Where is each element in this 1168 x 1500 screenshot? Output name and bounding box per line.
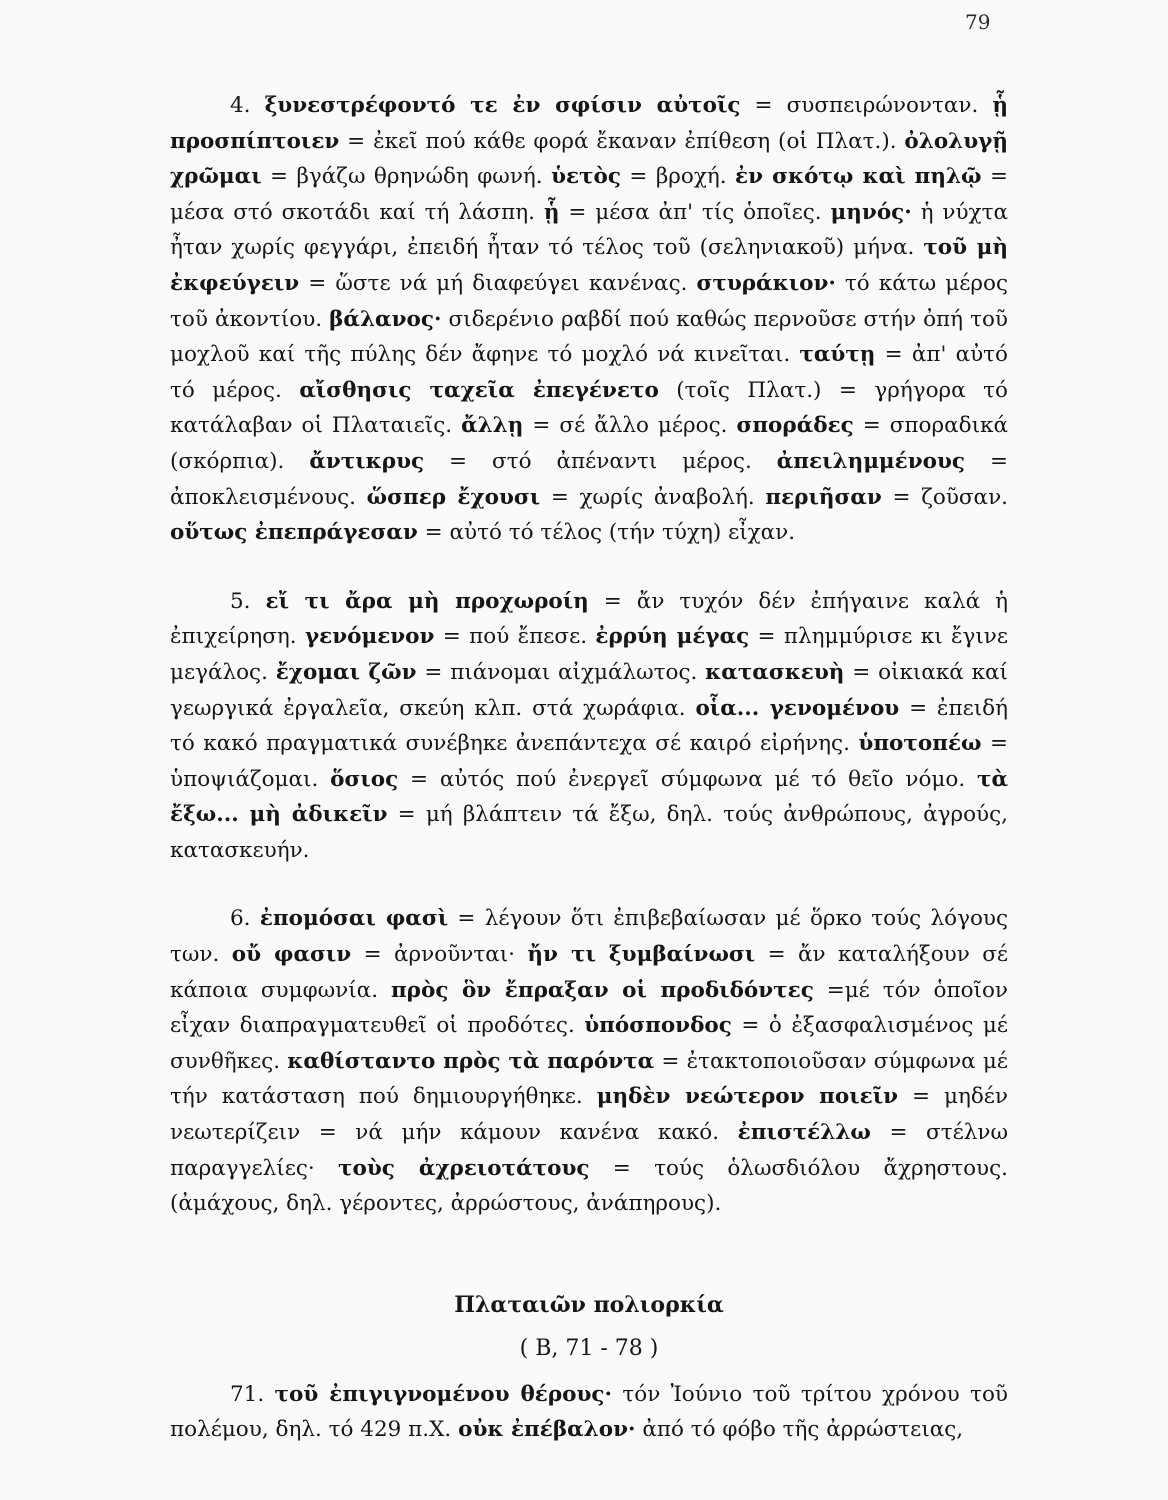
gloss-text: = μέσα ἀπ' τίς ὁποῖες. — [559, 199, 831, 225]
lemma-term: ἐν σκότῳ καὶ πηλῷ — [735, 164, 982, 190]
lemma-term: ἄλλῃ — [461, 413, 524, 439]
gloss-text: = μηδέν νεωτερίζειν = νά μήν κάμουν κανένα κακό. — [170, 1084, 1008, 1146]
gloss-text: = τούς ὁλωσδιόλου ἄχρηστους. (ἀμάχους, δηλ. γέροντες, ἀρρώστους, ἀνάπηρους). — [170, 1155, 1008, 1217]
lemma-term: ὑετὸς — [551, 164, 621, 190]
gloss-text: = στό ἀπέναντι μέρος. — [424, 448, 777, 474]
lemma-term: ἄντικρυς — [309, 448, 425, 474]
lemma-term: βάλανος· — [329, 306, 442, 332]
lemma-term: ὀλολυγῇ χρῶμαι — [170, 128, 1008, 190]
gloss-text: = ὁ ἐξασφαλισμένος μέ συνθῆκες. — [170, 1013, 1008, 1074]
lemma-term: μηνός· — [830, 199, 912, 225]
paragraph-5 — [170, 584, 1008, 869]
lemma-term: μηδὲν νεώτερον ποιεῖν — [596, 1084, 899, 1110]
lemma-term: ἔχομαι ζῶν — [275, 659, 417, 685]
gloss-text: τόν Ἰούνιο τοῦ τρίτου χρόνου τοῦ πολέμου, δηλ. τό 429 π.Χ. — [170, 1381, 1008, 1443]
gloss-text: = ἄν καταλήξουν σέ κάποια συμφωνία. — [170, 942, 1009, 1003]
lemma-term: ἀπειλημμένους — [776, 448, 966, 474]
gloss-text: = σποραδικά (σκόρπια). — [170, 413, 1008, 474]
gloss-text: = ἐπειδή τό κακό πραγματικά συνέβηκε ἀνεπάντεχα σέ καιρό εἰρήνης. — [170, 695, 1008, 757]
lemma-term: εἴ τι ἄρα μὴ προχωροίη — [265, 588, 589, 614]
lemma-term: οὐκ ἐπέβαλον· — [458, 1417, 636, 1443]
lemma-term: ὥσπερ ἔχουσι — [366, 484, 541, 510]
gloss-text: = ἀρνοῦνται· — [351, 942, 528, 968]
lemma-term: ἐπομόσαι φασὶ — [259, 906, 449, 932]
lemma-term: ἐρρύη μέγας — [595, 624, 750, 650]
gloss-text: = οἰκιακά καί γεωργικά ἐργαλεῖα, σκεύη κλπ. στά χωράφια. — [170, 659, 1008, 721]
lemma-term: αἴσθησις ταχεῖα ἐπεγένετο — [299, 377, 659, 403]
gloss-text: = πιάνομαι αἰχμάλωτος. — [416, 659, 706, 685]
lemma-term: γενόμενον — [304, 624, 435, 650]
page-number: 79 — [965, 10, 991, 34]
gloss-text: = μέσα στό σκοτάδι καί τή λάσπη. — [170, 164, 1008, 225]
lemma-term: τοῦ ἐπιγιγνομένου θέρους· — [274, 1381, 613, 1407]
lemma-term: ᾗ προσπίπτοιεν — [170, 93, 1008, 154]
gloss-text: = χωρίς ἀναβολή. — [540, 484, 766, 510]
lemma-term: κατασκευὴ — [705, 659, 845, 685]
gloss-text: = πού ἔπεσε. — [434, 624, 596, 650]
gloss-text: = ὑποψιάζομαι. — [170, 731, 1008, 792]
gloss-text: = μή βλάπτειν τά ἔξω, δηλ. τούς ἀνθρώπους, ἀγρούς, κατασκευήν. — [170, 802, 1008, 863]
gloss-text: σιδερένιο ραβδί πού καθώς περνοῦσε στήν ὀπή τοῦ μοχλοῦ καί τῆς πύλης δέν ἄφηνε τό μοχλό νά κινεῖται. — [170, 306, 1008, 368]
lemma-term: τοῦ μὴ ἐκφεύγειν — [170, 235, 1009, 296]
lemma-term: ταύτῃ — [799, 342, 876, 368]
lemma-term: ἐπιστέλλω — [737, 1120, 871, 1146]
gloss-text: ἡ νύχτα ἦταν χωρίς φεγγάρι, ἐπειδή ἦταν τό τέλος τοῦ (σεληνιακοῦ) μήνα. — [170, 199, 1008, 261]
gloss-text: = πλημμύρισε κι ἔγινε μεγάλος. — [170, 624, 1008, 685]
gloss-text: τό κάτω μέρος τοῦ ἀκοντίου. — [170, 270, 1008, 332]
lemma-term: οὔ φασιν — [231, 942, 352, 968]
lemma-term: οὕτως ἐπεπράγεσαν — [170, 520, 418, 546]
lemma-term: καθίσταντο πρὸς τὰ παρόντα — [287, 1048, 655, 1074]
lemma-term: σποράδες — [736, 413, 854, 439]
gloss-text: = λέγουν ὅτι ἐπιβεβαίωσαν μέ ὅρκο τούς λόγους των. — [170, 906, 1009, 968]
lemma-term: τὰ ἔξω... μὴ ἀδικεῖν — [170, 766, 1008, 828]
paragraph-4 — [170, 88, 1008, 551]
lemma-term: ὑπόσπονδος — [584, 1013, 732, 1039]
lemma-term: στυράκιον· — [696, 270, 836, 296]
gloss-text: = αὐτός πού ἐνεργεῖ σύμφωνα μέ τό θεῖο νόμο. — [398, 766, 977, 792]
gloss-text: 5. — [230, 588, 266, 614]
lemma-term: τοὺς ἀχρειοτάτους — [338, 1155, 590, 1181]
lemma-term: ξυνεστρέφοντό τε ἐν σφίσιν αὐτοῖς — [264, 93, 741, 118]
gloss-text: = ἀπ' αὐτό τό μέρος. — [170, 342, 1008, 403]
gloss-text: = ὥστε νά μή διαφεύγει κανένας. — [299, 270, 697, 296]
lemma-term: πρὸς ὃν ἔπραξαν οἱ προδιδόντες — [390, 977, 814, 1003]
gloss-text: =μέ τόν ὁποῖον εἶχαν διαπραγματευθεῖ οἱ προδότες. — [170, 977, 1008, 1039]
gloss-text: = αὐτό τό τέλος (τήν τύχη) εἶχαν. — [417, 520, 796, 546]
lemma-term: ἤν τι ξυμβαίνωσι — [527, 942, 756, 968]
paragraph-71 — [170, 1377, 1008, 1448]
lemma-term: ὑποτοπέω — [858, 731, 982, 757]
gloss-text: = ἀποκλεισμένους. — [170, 448, 1008, 510]
gloss-text: = σέ ἄλλο μέρος. — [523, 413, 737, 439]
gloss-text: = ἄν τυχόν δέν ἐπήγαινε καλά ἡ ἐπιχείρηση. — [170, 588, 1009, 650]
gloss-text: = ἐκεῖ πού κάθε φορά ἔκαναν ἐπίθεση (οἱ Πλατ.). — [339, 128, 905, 154]
lemma-term: οἷα... γενομένου — [695, 695, 900, 721]
section-subheading: ( Β, 71 - 78 ) — [519, 1335, 659, 1361]
gloss-text: ἀπό τό φόβο τῆς ἀρρώστειας, — [635, 1417, 964, 1443]
lemma-term: ὅσιος — [330, 766, 399, 792]
page-body — [170, 88, 1008, 1448]
gloss-text: (τοῖς Πλατ.) = γρήγορα τό κατάλαβαν οἱ Πλαταιεῖς. — [170, 377, 1008, 439]
gloss-text: = βγάζω θρηνώδη φωνή. — [261, 164, 552, 190]
gloss-text: 71. — [230, 1381, 275, 1407]
gloss-text: = συσπειρώνονταν. — [740, 93, 993, 118]
gloss-text: 6. — [230, 906, 260, 932]
gloss-text: = ζοῦσαν. — [881, 484, 1008, 510]
lemma-term: περιῆσαν — [765, 484, 882, 510]
gloss-text: = στέλνω παραγγελίες· — [170, 1120, 1008, 1181]
lemma-term: ᾗ — [543, 199, 560, 225]
section-heading: Πλαταιῶν πολιορκία — [454, 1291, 724, 1318]
gloss-text: = βροχή. — [620, 164, 736, 190]
gloss-text: = ἐτακτοποιοῦσαν σύμφωνα μέ τήν κατάσταση πού δημιουργήθηκε. — [170, 1048, 1008, 1110]
gloss-text: 4. — [230, 93, 265, 118]
paragraph-6 — [170, 901, 1008, 1221]
